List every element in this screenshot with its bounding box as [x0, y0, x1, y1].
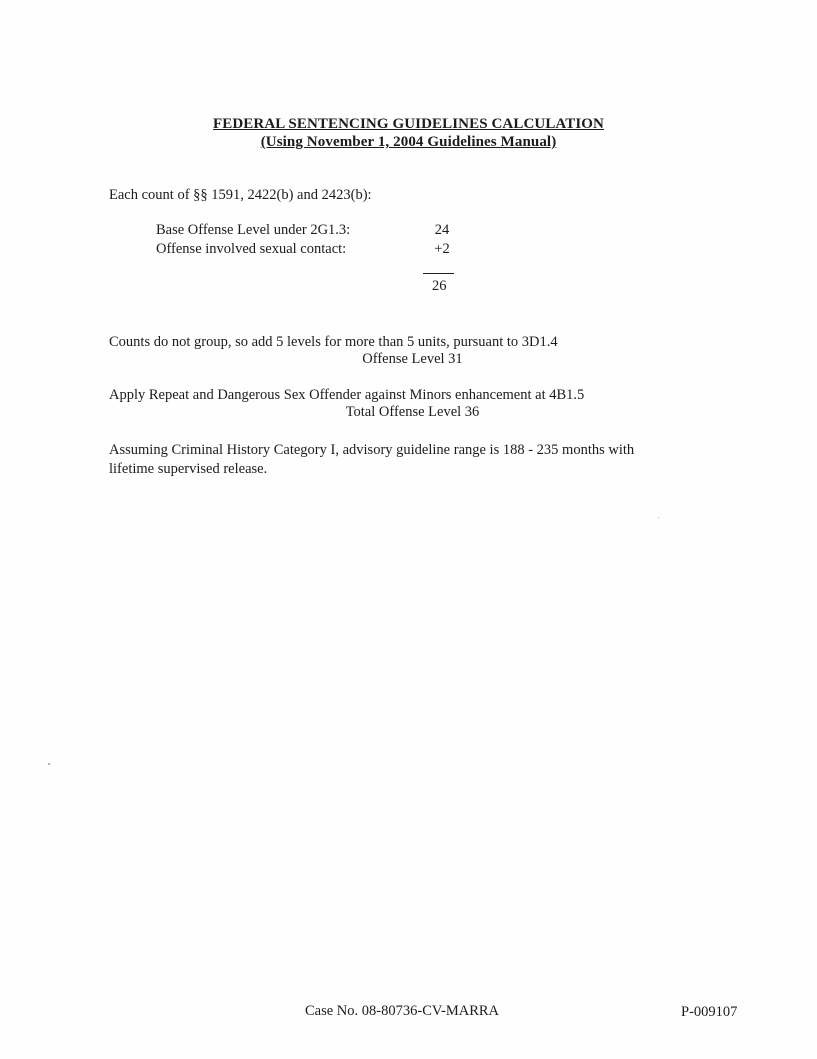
enhancement-text: Apply Repeat and Dangerous Sex Offender against Minors enhancement at 4B1.5	[109, 387, 585, 403]
offense-level: Offense Level 31	[362, 351, 463, 367]
total-offense-level: Total Offense Level 36	[345, 404, 480, 420]
calc-label: Offense involved sexual contact:	[156, 241, 347, 257]
grouping-text: Counts do not group, so add 5 levels for more than 5 units, pursuant to 3D1.4	[109, 334, 558, 350]
scan-speck	[658, 517, 659, 518]
sum-rule	[423, 273, 454, 274]
document-subtitle: (Using November 1, 2004 Guidelines Manual)	[260, 134, 557, 150]
intro-text: Each count of §§ 1591, 2422(b) and 2423(b):	[109, 187, 372, 203]
document-title: FEDERAL SENTENCING GUIDELINES CALCULATION	[213, 116, 604, 132]
conclusion-text: Assuming Criminal History Category I, advisory guideline range is 188 - 235 months with lifetime supervised release.	[109, 442, 635, 477]
calc-value: 24	[434, 222, 450, 238]
calc-label: Base Offense Level under 2G1.3:	[156, 222, 351, 238]
calc-value: +2	[434, 241, 450, 257]
calc-total: 26	[432, 278, 447, 294]
scan-speck	[48, 763, 50, 765]
case-number: Case No. 08-80736-CV-MARRA	[305, 1003, 500, 1019]
bates-number: P-009107	[681, 1004, 738, 1020]
